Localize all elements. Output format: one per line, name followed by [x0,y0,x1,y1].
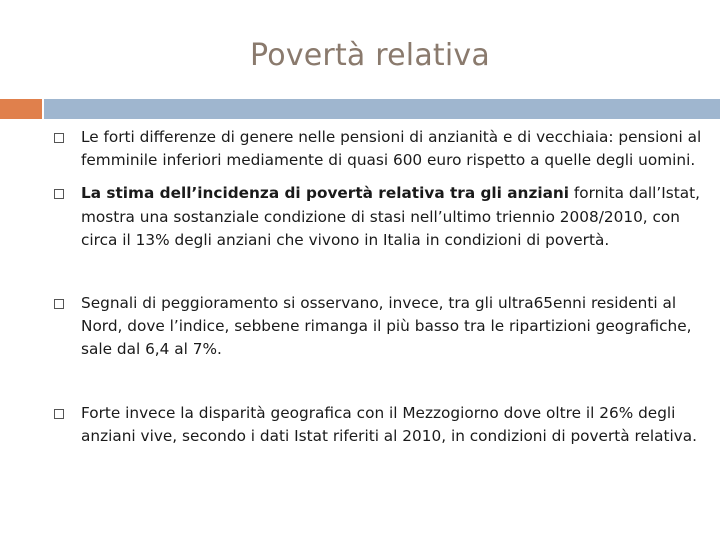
item-text: Forte invece la disparità geografica con il Mezzogiorno dove oltre il 26% degli anziani vive, secondo i dati Istat riferiti al 2010, in condizioni di povertà relativa. [81,403,698,445]
bullet-list [52,126,702,448]
square-bullet-icon [54,133,64,143]
list-item [52,402,702,448]
accent-bar [0,99,42,119]
list-item [52,292,702,362]
item-text: Le forti differenze di genere nelle pensioni di anzianità e di vecchiaia: pensioni al femminile inferiori mediamente di quasi 600 euro rispetto a quelle degli uomini. [81,128,702,170]
header-bar [44,99,720,119]
item-text: Segnali di peggioramento si osservano, invece, tra gli ultra65enni residenti al Nord, dove l’indice, sebbene rimanga il più basso tra le ripartizioni geografiche, sale dal 6,4 al 7%. [81,294,692,359]
list-item [52,126,702,172]
item-bold-text: La stima dell’incidenza di povertà relativa tra gli anziani [81,184,570,203]
square-bullet-icon [54,409,64,419]
list-item [52,182,702,252]
item-text: fornita dall’Istat, mostra una sostanziale condizione di stasi nell’ultimo triennio 2008/2010, con circa il 13% degli anziani che vivono in Italia in condizioni di povertà. [81,184,701,249]
square-bullet-icon [54,189,64,199]
square-bullet-icon [54,299,64,309]
slide-title: Povertà relativa [250,38,490,73]
